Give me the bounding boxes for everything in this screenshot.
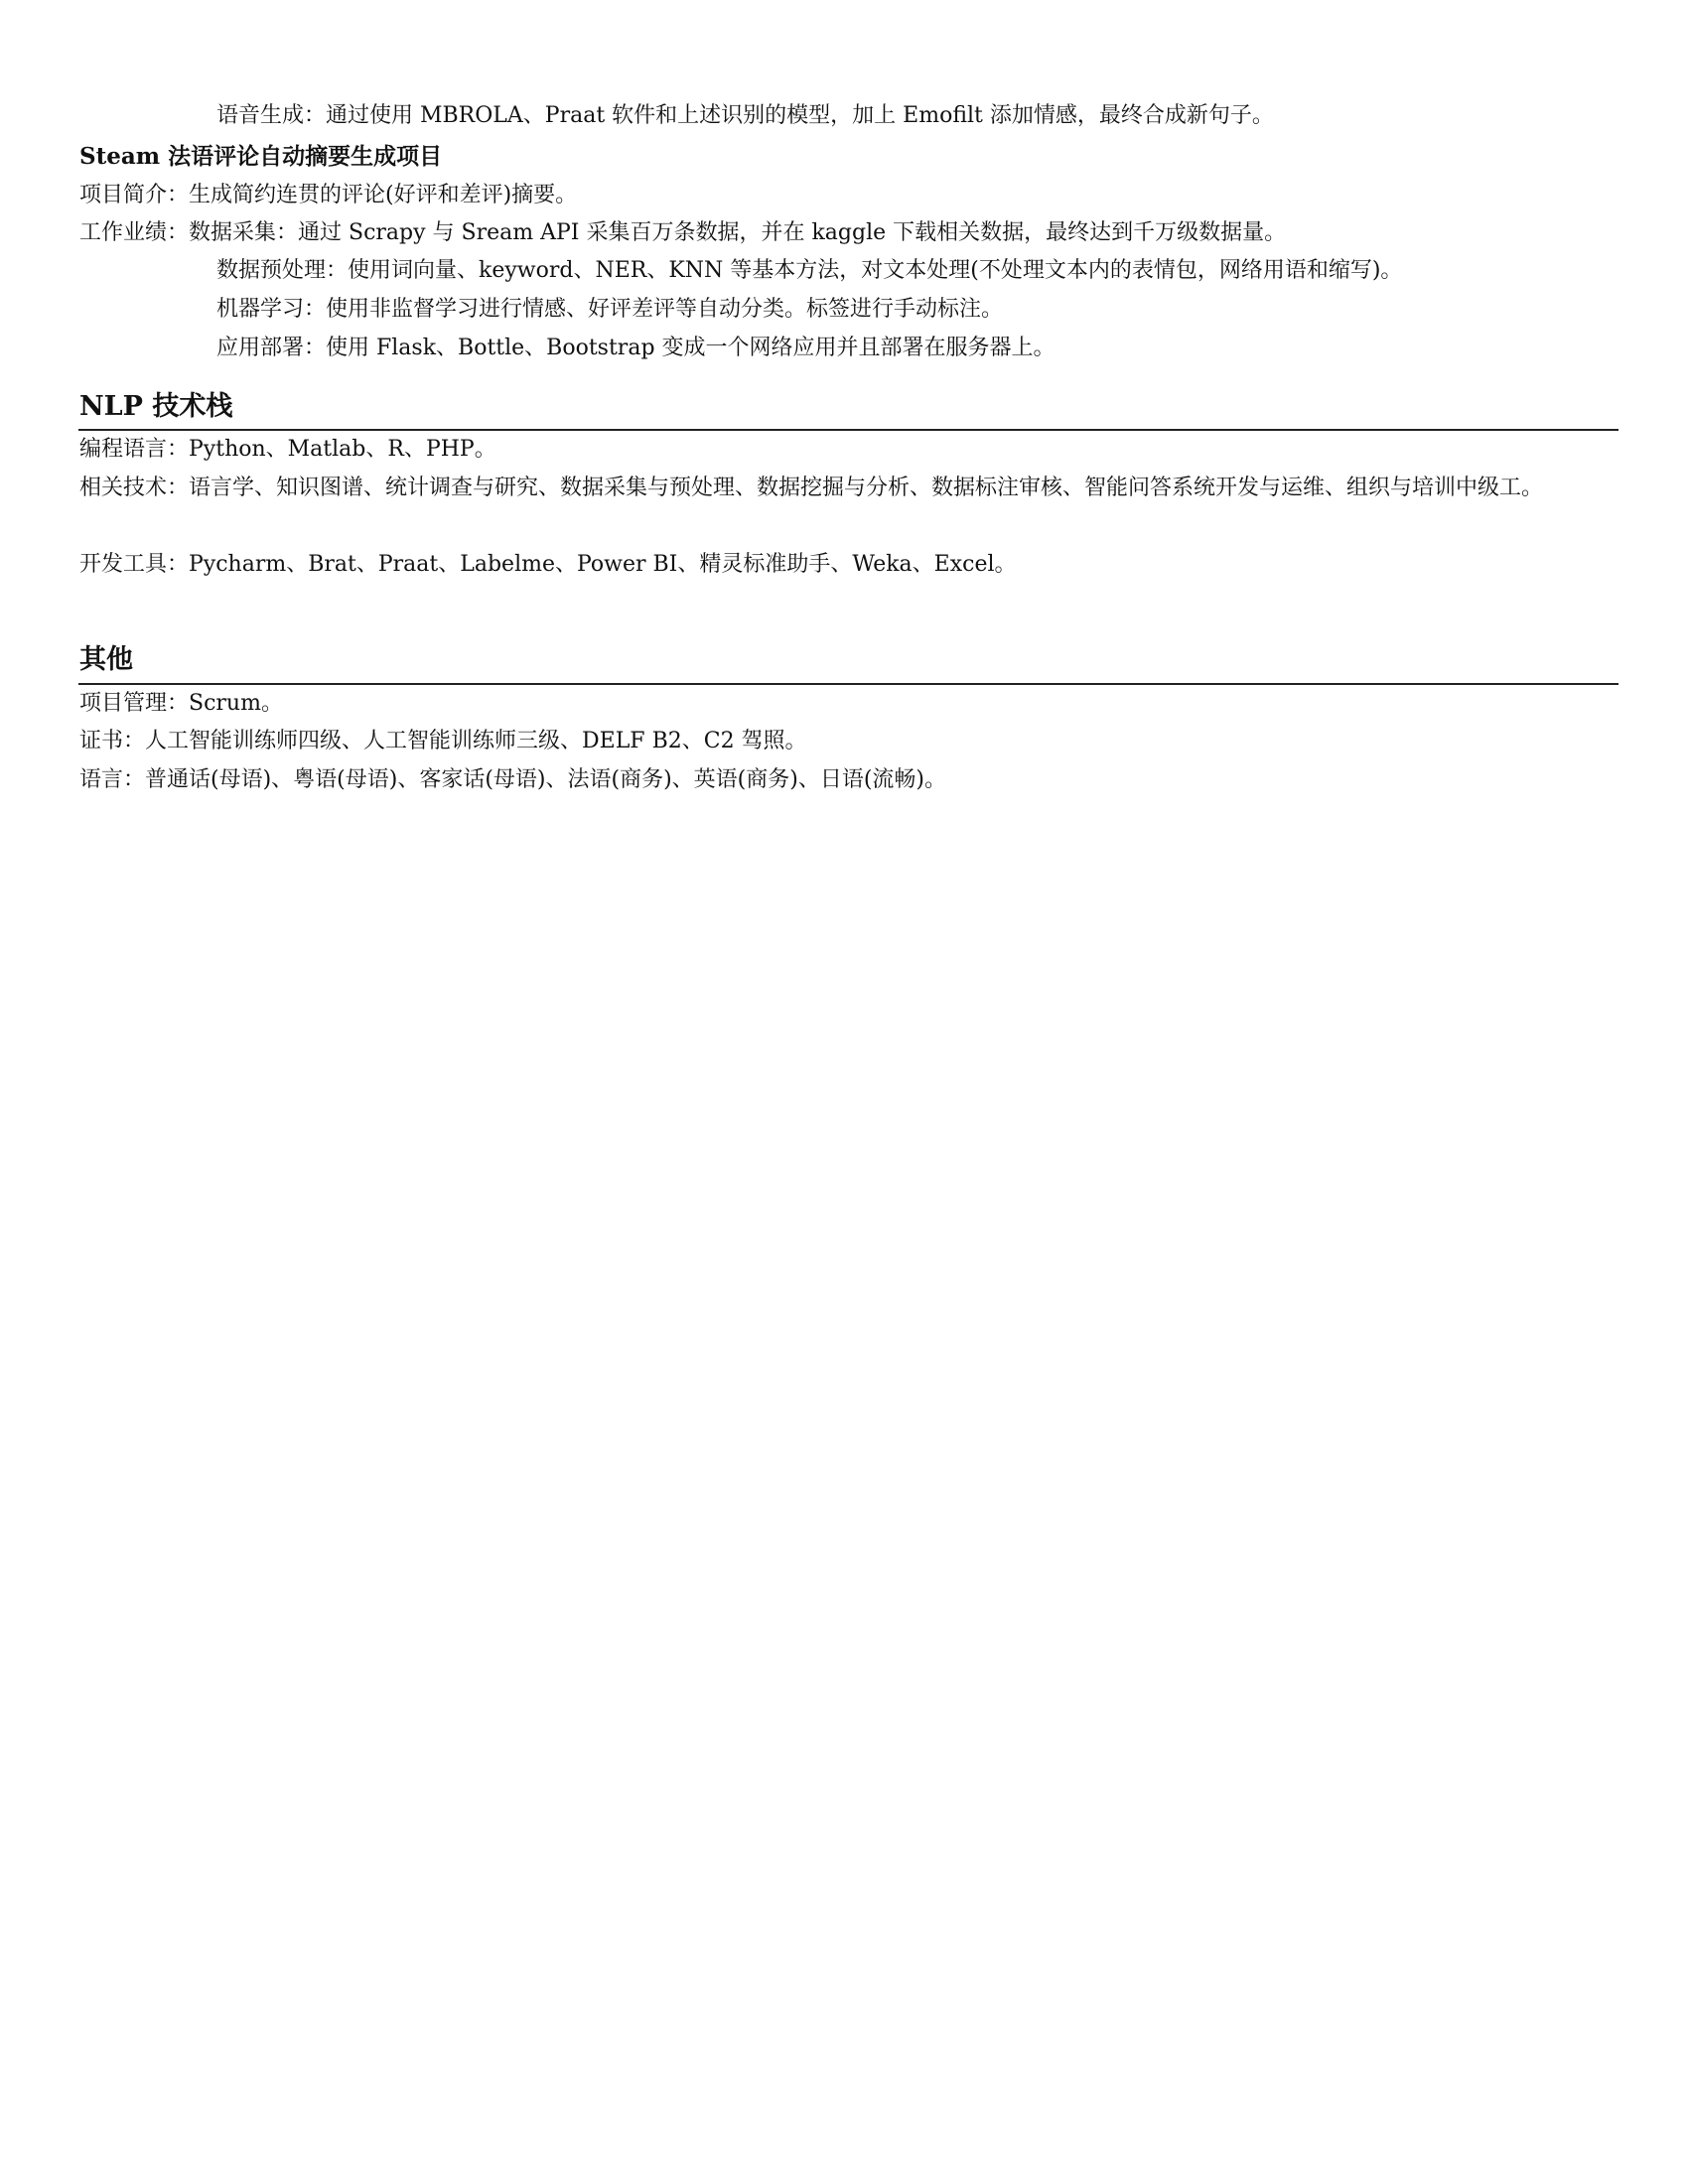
steam-project-intro: 项目简介：生成简约连贯的评论(好评和差评)摘要。	[79, 183, 578, 207]
other-heading: 其他	[79, 644, 133, 675]
nlp-stack-heading: NLP 技术栈	[79, 391, 233, 422]
steam-work-data-collection: 工作业绩：数据采集：通过 Scrapy 与 Sream API 采集百万条数据，并在 kaggle 下载相关数据，最终达到千万级数据量。	[79, 220, 1287, 245]
other-project-management: 项目管理：Scrum。	[79, 691, 283, 716]
other-certificates: 证书：人工智能训练师四级、人工智能训练师三级、DELF B2、C2 驾照。	[79, 729, 807, 753]
speech-generation-line: 语音生成：通过使用 MBROLA、Praat 软件和上述识别的模型，加上 Emofilt 添加情感，最终合成新句子。	[216, 103, 1274, 128]
nlp-stack-divider	[78, 429, 1618, 431]
nlp-dev-tools: 开发工具：Pycharm、Brat、Praat、Labelme、Power BI、精灵标准助手、Weka、Excel。	[79, 552, 1017, 577]
steam-work-preprocessing: 数据预处理：使用词向量、keyword、NER、KNN 等基本方法，对文本处理(不处理文本内的表情包，网络用语和缩写)。	[216, 258, 1403, 283]
other-languages: 语言：普通话(母语)、粤语(母语)、客家话(母语)、法语(商务)、英语(商务)、日语(流畅)。	[79, 767, 946, 792]
steam-project-title: Steam 法语评论自动摘要生成项目	[79, 143, 443, 170]
nlp-programming-languages: 编程语言：Python、Matlab、R、PHP。	[79, 437, 496, 462]
other-divider	[78, 683, 1618, 685]
nlp-related-tech: 相关技术：语言学、知识图谱、统计调查与研究、数据采集与预处理、数据挖掘与分析、数据标注审核、智能问答系统开发与运维、组织与培训中级工。	[79, 476, 1544, 500]
steam-work-machine-learning: 机器学习：使用非监督学习进行情感、好评差评等自动分类。标签进行手动标注。	[216, 297, 1004, 322]
steam-work-deployment: 应用部署：使用 Flask、Bottle、Bootstrap 变成一个网络应用并且部署在服务器上。	[216, 336, 1055, 360]
